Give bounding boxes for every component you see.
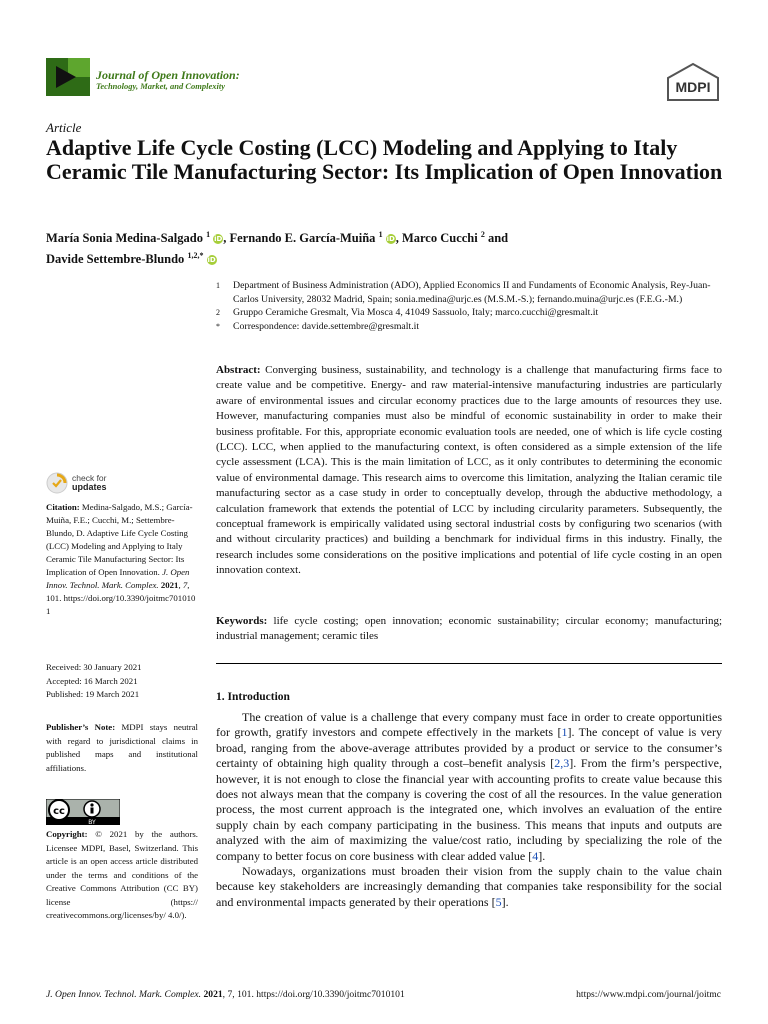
check-updates-badge[interactable] bbox=[46, 472, 136, 494]
affiliation-text: Gruppo Ceramiche Gresmalt, Via Mosca 4, 41049 Sassuolo, Italy; marco.cucchi@gresmalt.it bbox=[233, 307, 599, 319]
section-divider bbox=[216, 663, 722, 664]
article-type: Article bbox=[46, 120, 82, 135]
paragraph-text: ]. The concept of value is very broad, ranging from the above-average attributes provided by a product or service to the consumer’s certainty of obtaining high quality through a cost–benefit analysis [ bbox=[216, 725, 722, 771]
author-name[interactable]: Marco Cucchi bbox=[401, 231, 478, 246]
citation-journal: J. Open Innov. Technol. Mark. Complex. bbox=[46, 567, 190, 590]
paragraph-text: ]. From the firm’s perspective, however, it is not enough to close the financial year with accounting profits to create value because this does not always mean that the company is covering the cost of all the resources. In the value generation process, the most current approach is the integrated one, which involves an evaluation of the entire supply chain by each company participating in the business. This means that inputs and outputs are analyzed with the aim of maximizing the value/cost ratio, including by specializing the role of the company to better focus on core business with clear added value [ bbox=[216, 756, 723, 863]
footer-journal-url[interactable]: https://www.mdpi.com/journal/joitmc bbox=[576, 989, 721, 1000]
section-heading: 1. Introduction bbox=[216, 691, 290, 703]
affiliation-text: Department of Business Administration (ADO), Applied Economics II and Fundaments of Economic Analysis, Rey-Juan-Carlos University, 28032 Madrid, Spain; sonia.medina@urjc.es (M.S.M.-S.); fernando.muina@urjc.es (F.E.G.-M.) bbox=[233, 280, 711, 305]
citation-link[interactable]: 4 bbox=[532, 848, 539, 863]
citation-pages: 101. bbox=[46, 593, 62, 603]
paragraph bbox=[216, 864, 722, 910]
author-affiliation: 1 bbox=[378, 230, 383, 239]
authors-connector: and bbox=[487, 231, 509, 246]
paragraph-text: ]. bbox=[501, 894, 509, 909]
publisher-note-label: Publisher’s Note: bbox=[46, 722, 116, 732]
citation-link[interactable]: 1 bbox=[561, 725, 568, 740]
citation-link[interactable]: 5 bbox=[495, 894, 502, 909]
citation-block: Citation: Medina-Salgado, M.S.; García-Muiña, F.E.; Cucchi, M.; Settembre-Blundo, D. Adaptive Life Cycle Costing (LCC) Modeling and Applying to Italy Ceramic Tile Manufacturing Sector: Its Implication of Open Innovation. J. Open Innov. Technol. Mark. Complex. 2021, 7, 101. https://doi.org/10.3390/joitmc7010101 bbox=[46, 502, 196, 616]
footer-doi[interactable]: , 7, 101. https://doi.org/10.3390/joitmc7010101 bbox=[222, 989, 405, 1000]
journal-title: Journal of Open Innovation: bbox=[96, 68, 240, 82]
publisher-note-text: MDPI stays neutral with regard to jurisdictional claims in published maps and institutional affiliations. bbox=[46, 722, 198, 773]
author-affiliation: 1,2,* bbox=[187, 251, 204, 261]
journal-logo bbox=[46, 58, 90, 96]
footer-citation bbox=[46, 989, 405, 1000]
keywords-label: Keywords: bbox=[216, 615, 268, 627]
affiliation-item bbox=[216, 279, 726, 306]
article-title: Adaptive Life Cycle Costing (LCC) Modeling and Applying to Italy Ceramic Tile Manufacturing Sector: Its Implication of Open Innovation bbox=[46, 135, 723, 184]
author-affiliation: 2 bbox=[480, 230, 485, 239]
author-list: María Sonia Medina-Salgado $^1$ iD, Fernando E. García-Muiña $^1$ iD, Marco Cucchi $^2$ and Davide Settembre-Blundo $^{1,2,*}$ iD bbox=[46, 230, 509, 267]
affiliation-mark: 1 bbox=[216, 281, 220, 290]
abstract-text: Converging business, sustainability, and technology is a challenge that manufacturing firms face to create value and be competitive. Energy- and raw material-intensive manufacturing industries are particularly aware of environmental issues and circular economy practices due to the large amounts of resources they use. However, manufacturing companies must also be mindful of economic sustainability in order to make their business profitable. For this, appropriate economic evaluation tools are needed, one of which is life cycle costing (LCC). LCC, when applied to the manufacturing context, is often considered as a simple extension of the life cycle assessment (LCA). This is the main limitation of LCC, as it only contributes to determining the economic value of environmental damage. This research aims to overcome this limitation, analyzing the Italian ceramic tile manufacturing sector as a case study in order to conceptually develop, through the abductive methodology, a calculation framework that extends the potential of LCC by including circularity parameters. Subsequently, the conceptual framework is empirically validated using sectoral industrial costs by configuring two scenarios (with and without circularity practices) and building a benchmark for individual firms in this industry. Finally, the research includes some considerations on the positive implications and potential of life cycle costing in an open innovation context. bbox=[216, 364, 723, 577]
affiliation-item bbox=[216, 320, 726, 334]
affiliation-text: Correspondence: davide.settembre@gresmalt.it bbox=[233, 320, 420, 332]
publisher-note bbox=[46, 721, 198, 775]
publisher-name: MDPI bbox=[675, 79, 711, 95]
mdpi-logo bbox=[665, 62, 721, 102]
citation-doi[interactable]: https://doi.org/10.3390/joitmc7010101 bbox=[46, 593, 196, 616]
copyright-block bbox=[46, 828, 198, 923]
affiliation-item bbox=[216, 306, 726, 320]
keywords-text: life cycle costing; open innovation; economic sustainability; circular economy; manufacturing; industrial management; ceramic tiles bbox=[216, 615, 722, 643]
received-date: Received: 30 January 2021 bbox=[46, 662, 142, 672]
paragraph-text: The creation of value is a challenge that every company must face in order to create opportunities for growth, gratify investors and compete effectively in the markets [ bbox=[216, 710, 722, 740]
citation-text: Medina-Salgado, M.S.; García-Muiña, F.E.; Cucchi, M.; Settembre-Blundo, D. Adaptive Life Cycle Costing (LCC) Modeling and Applying to Italy Ceramic Tile Manufacturing Sector: Its Implication of Open Innovation. bbox=[46, 502, 193, 577]
publication-dates bbox=[46, 661, 198, 702]
copyright-text: © 2021 by the authors. Licensee MDPI, Basel, Switzerland. This article is an open access article distributed under the terms and conditions of the Creative Commons Attribution (CC BY) license (https:// creativecommons.org/licenses/by/ 4.0/). bbox=[46, 829, 199, 920]
journal-subtitle: Technology, Market, and Complexity bbox=[96, 81, 225, 91]
affiliation-mark: * bbox=[216, 321, 220, 331]
citation-year: 2021 bbox=[160, 580, 179, 590]
cc-label: BY bbox=[88, 819, 96, 825]
affiliations bbox=[216, 279, 726, 333]
orcid-icon[interactable]: iD bbox=[214, 235, 223, 244]
author-name[interactable]: Davide Settembre-Blundo bbox=[46, 252, 185, 267]
published-date: Published: 19 March 2021 bbox=[46, 689, 140, 699]
citation-link[interactable]: 2,3 bbox=[554, 756, 570, 771]
keywords bbox=[216, 614, 722, 645]
author-affiliation: 1 bbox=[206, 230, 211, 239]
svg-text:cc: cc bbox=[53, 806, 65, 817]
paragraph bbox=[216, 710, 722, 864]
orcid-icon[interactable]: iD bbox=[386, 235, 395, 244]
affiliation-mark: 2 bbox=[216, 308, 220, 318]
footer-year: 2021 bbox=[203, 989, 223, 1000]
abstract-label: Abstract: bbox=[216, 364, 261, 376]
check-updates-icon bbox=[46, 472, 68, 494]
accepted-date: Accepted: 16 March 2021 bbox=[46, 675, 138, 686]
orcid-icon[interactable]: iD bbox=[207, 256, 216, 265]
author-name[interactable]: Fernando E. García-Muiña bbox=[229, 231, 376, 246]
citation-volume: 7 bbox=[182, 580, 188, 590]
footer-journal: J. Open Innov. Technol. Mark. Complex. bbox=[46, 989, 202, 1000]
abstract bbox=[216, 363, 722, 579]
check-updates-text: check for bbox=[72, 473, 107, 483]
citation-label: Citation: bbox=[46, 502, 80, 512]
paragraph-text: ]. bbox=[538, 848, 546, 863]
check-updates-text: updates bbox=[72, 482, 107, 492]
cc-by-license-icon[interactable] bbox=[46, 799, 120, 825]
section-body bbox=[216, 710, 722, 910]
author-name[interactable]: María Sonia Medina-Salgado bbox=[46, 231, 203, 246]
copyright-label: Copyright: bbox=[46, 829, 88, 839]
paragraph-text: Nowadays, organizations must broaden their vision from the supply chain to the value chain because key stakeholders are increasingly demanding that companies take responsibility for the social and environmental impacts generated by their operations [ bbox=[216, 864, 722, 909]
